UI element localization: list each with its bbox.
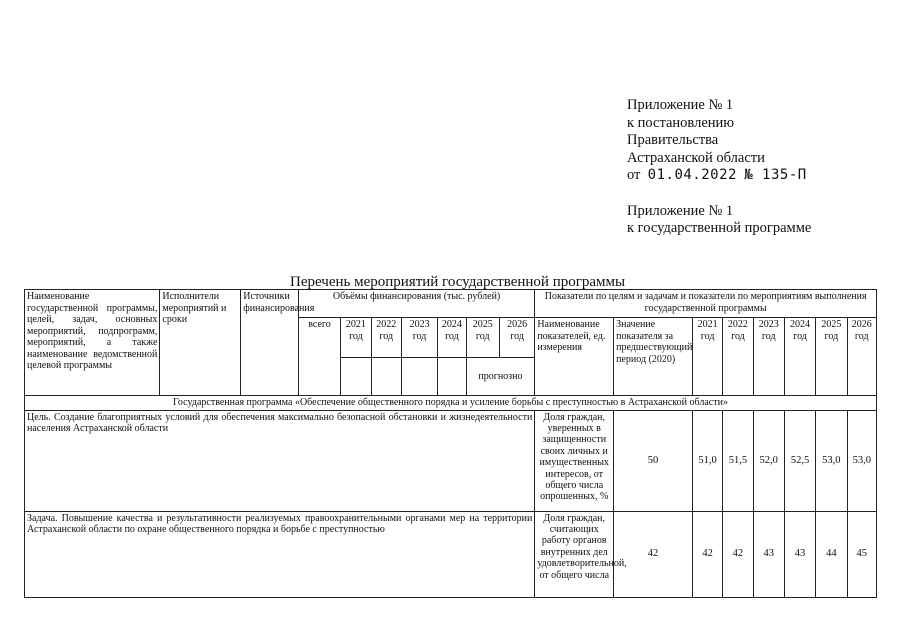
appendix-resolution-block [627, 97, 811, 238]
header-indicator-base: Значение показателя за предшествующий период (2020) [614, 318, 693, 396]
header-year: 2023 год [753, 318, 784, 396]
indicator-value: 44 [816, 511, 847, 597]
header-year: 2022 год [723, 318, 753, 396]
appendix-program-line: к государственной программе [627, 220, 812, 236]
indicator-name: Доля граждан, считающих работу органов внутренних дел удовлетворительной, от общего числа [535, 511, 614, 597]
resolution-number: № 135-П [744, 167, 807, 183]
goal-text: Цель. Создание благоприятных условий для обеспечения максимально безопасной обстановки и жизнедеятельности населения Астраханской области [25, 410, 535, 511]
header-year: 2025 год [466, 318, 499, 358]
indicator-value: 51,0 [692, 410, 722, 511]
header-year: 2026 год [499, 318, 534, 358]
header-row [25, 290, 877, 318]
header-indicator-name: Наименование показателей, ед. измерения [535, 318, 614, 396]
indicator-value: 43 [784, 511, 815, 597]
header-year: 2024 год [438, 318, 466, 358]
measures-table [24, 289, 877, 598]
header-executors: Исполнители мероприятий и сроки [160, 290, 241, 396]
header-name: Наименование государственной программы, целей, задач, основных мероприятий, подпрограмм, мероприятий, а также наименование ведомственной целевой программы [25, 290, 160, 396]
appendix-line: Астраханской области [627, 149, 765, 166]
indicator-value: 43 [753, 511, 784, 597]
appendix-line: к постановлению [627, 114, 735, 131]
appendix-line: Приложение № 1 [627, 97, 734, 113]
header-total: всего [298, 318, 340, 396]
indicator-value: 53,0 [847, 410, 876, 511]
indicator-value: 52,5 [784, 410, 815, 511]
program-row [25, 396, 877, 411]
header-year: 2025 год [816, 318, 847, 396]
indicator-value: 42 [723, 511, 753, 597]
indicator-name: Доля граждан, уверенных в защищенности своих личных и имущественных интересов, от общего числа опрошенных, % [535, 410, 614, 511]
appendix-line: Правительства [627, 132, 719, 148]
indicator-base: 50 [614, 410, 693, 511]
resolution-date: 01.04.2022 [647, 167, 737, 183]
indicator-base: 42 [614, 511, 693, 597]
task-text: Задача. Повышение качества и результативности реализуемых правоохранительными органами мер на территории Астраханской области по охране общественного порядка и борьбе с преступностью [25, 511, 535, 597]
indicator-value: 53,0 [816, 410, 847, 511]
appendix-program-line: Приложение № 1 [627, 202, 734, 219]
date-prefix: от [627, 167, 641, 183]
header-forecast: прогнозно [466, 358, 535, 396]
header-year: 2024 год [784, 318, 815, 396]
header-sources: Источники финансирования [241, 290, 299, 396]
goal-row [25, 410, 877, 511]
document-title: Перечень мероприятий государственной программы [290, 274, 626, 290]
indicator-value: 45 [847, 511, 876, 597]
header-year: 2026 год [847, 318, 876, 396]
header-year: 2022 год [371, 318, 401, 358]
indicator-value: 51,5 [723, 410, 753, 511]
indicator-value: 52,0 [753, 410, 784, 511]
task-row [25, 511, 877, 597]
header-year: 2021 год [692, 318, 722, 396]
indicator-value: 42 [692, 511, 722, 597]
header-funding: Объёмы финансирования (тыс. рублей) [298, 290, 535, 318]
header-indicators: Показатели по целям и задачам и показатели по мероприятиям выполнения государственной программы [535, 290, 877, 318]
appendix-date-line [627, 167, 811, 185]
header-year: 2023 год [401, 318, 437, 358]
header-year: 2021 год [341, 318, 371, 358]
program-title: Государственная программа «Обеспечение общественного порядка и усиление борьбы с преступностью в Астраханской области» [25, 396, 877, 411]
